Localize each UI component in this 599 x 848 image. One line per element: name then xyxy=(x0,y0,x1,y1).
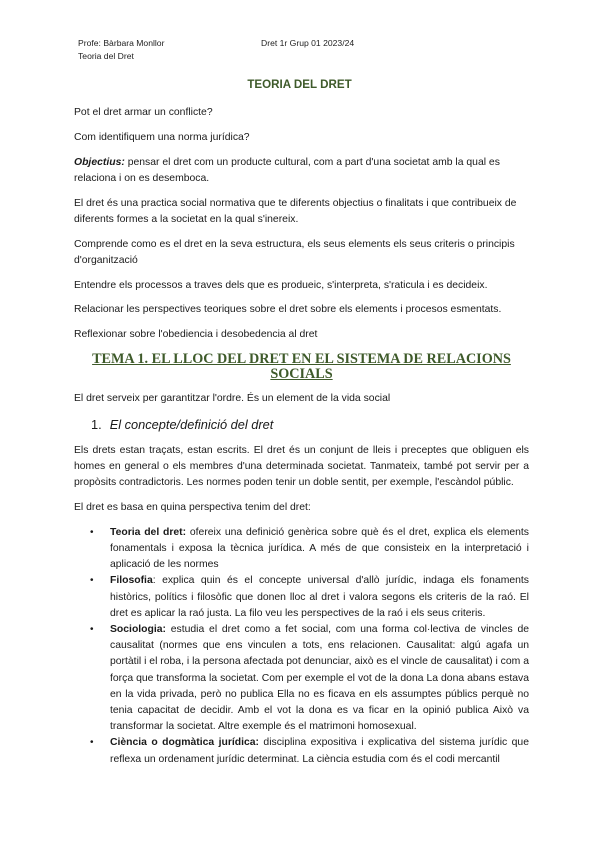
list-item-ciencia xyxy=(74,735,529,767)
term-teoria: Teoria del dret: xyxy=(110,526,187,538)
text-teoria: ofereix una definició genèrica sobre què és el dret, explica els elements fonamentals i exposa la tècnica jurídica. A més de que consisteix en la interpretació i aplicació de les normes xyxy=(110,526,529,571)
objectius-paragraph xyxy=(74,155,529,187)
perspective-list xyxy=(74,525,529,768)
header-left xyxy=(78,37,164,63)
intro-question-2: Com identifiquem una norma jurídica? xyxy=(74,131,250,143)
document-title: TEORIA DEL DRET xyxy=(247,78,352,91)
header-teacher: Profe: Bàrbara Monllor xyxy=(78,38,165,48)
tema-intro: El dret serveix per garantitzar l'ordre. És un element de la vida social xyxy=(74,392,391,404)
text-filosofia: : explica quin és el concepte universal d'allò jurídic, indaga els fonaments històrics, polítics i filosòfic que donen lloc al dret i valora segons els criteris de la raó. El dret es aplicar la raó justa. La filo veu les perspectives de la raó i els seus criteris. xyxy=(110,575,529,619)
document-body xyxy=(74,105,529,768)
term-filosofia: Filosofia xyxy=(110,575,153,587)
paragraph-obedience: Reflexionar sobre l'obediencia i desobedencia al dret xyxy=(74,329,318,341)
bullet-icon: • xyxy=(90,737,94,749)
section-title: El concepte/definició del dret xyxy=(109,416,274,432)
paragraph-perspectives: Relacionar les perspectives teoriques sobre el dret sobre els elements i procesos esmentats. xyxy=(74,304,502,316)
paragraph-processes: Entendre els processos a traves dels que es produeic, s'interpreta, s'raticula i es decideix. xyxy=(74,279,488,291)
paragraph-structure: Comprende como es el dret en la seva estructura, els seus elements els seus criteris o principis d'organització xyxy=(74,238,515,266)
objectius-text: pensar el dret com un producte cultural, com a part d'una societat amb la qual es relaciona i on es desemboca. xyxy=(74,156,500,184)
list-item-sociologia xyxy=(74,622,529,735)
section-heading xyxy=(91,416,529,434)
bullet-icon: • xyxy=(90,575,94,587)
bullet-icon: • xyxy=(90,526,94,538)
section-number: 1. xyxy=(91,416,102,432)
tema-heading: TEMA 1. EL LLOC DEL DRET EN EL SISTEMA DE RELACIONS SOCIALS xyxy=(92,350,511,383)
list-item-teoria xyxy=(74,525,529,574)
intro-question-1: Pot el dret armar un conflicte? xyxy=(74,107,213,118)
term-sociologia: Sociologia: xyxy=(110,624,166,635)
section-paragraph: Els drets estan traçats, estan escrits. El dret és un conjunt de lleis i preceptes que obliguen els homes en general o els membres d'una determinada societat. Tanmateix, també pot servir per a propòsits contradictoris. Les normes poden tenir un doble sentit, per exemple, l'escàndol públic. xyxy=(74,444,529,489)
paragraph-definition: El dret és una practica social normativa que te diferents objectius o finalitats i que contribueix de diferents formes a la societat en la qual s'inereix. xyxy=(74,197,517,225)
term-ciencia: Ciència o dogmàtica jurídica: xyxy=(110,737,259,749)
list-item-filosofia xyxy=(74,573,529,622)
text-ciencia: disciplina expositiva i explicativa del sistema jurídic que reflexa un ordenament jurídic determinat. La ciència estudia com és el codi mercantil xyxy=(110,737,529,765)
header-subject: Teoria del Dret xyxy=(78,51,134,61)
objectius-label: Objectius: xyxy=(74,156,125,168)
perspective-intro: El dret es basa en quina perspectiva tenim del dret: xyxy=(74,501,311,513)
bullet-icon: • xyxy=(90,624,94,635)
header-course: Dret 1r Grup 01 2023/24 xyxy=(261,38,355,48)
text-sociologia: estudia el dret como a fet social, com una forma col·lectiva de vincles de causalitat (normes que ens vinculen a tots, ens relacionen. Causalitat: algú agafa un portàtil i el roba, i la persona afectada pot denunciar, això es el vincle de causalitat) i com a força que transforma la societat. Com per exemple el vot de la dona La dona abans estava en la vida privada, però no publica Ella no es ficava en els assumptes públics perquè no tenia capacitat de decidir. Amb el vot la dona es va ficar en la opinió publica Això va transformar la societat. Altre exemple és el matrimoni homosexual. xyxy=(110,624,529,733)
